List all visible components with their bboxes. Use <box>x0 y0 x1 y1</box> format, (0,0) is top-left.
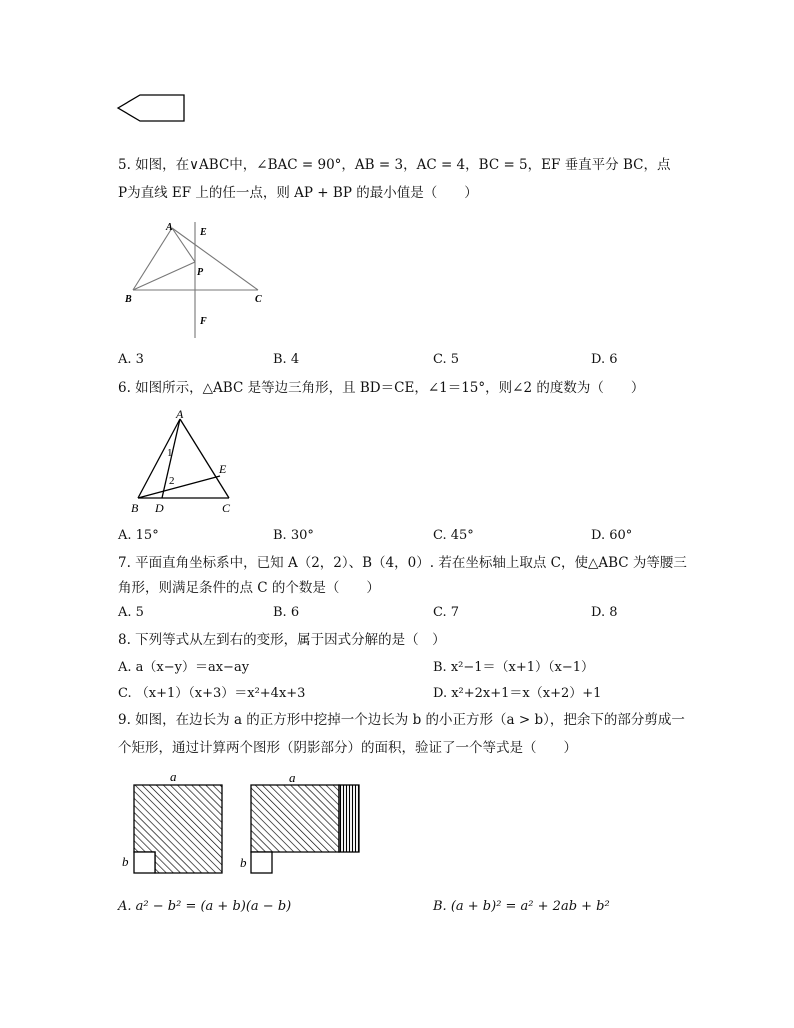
q9-left-label-b: b <box>122 854 129 869</box>
q6-angle2-label: 2 <box>169 475 175 487</box>
q5-option-b[interactable]: B. 4 <box>273 352 300 367</box>
q5-option-d[interactable]: D. 6 <box>591 352 618 367</box>
q9-left-label-a: a <box>170 769 177 784</box>
q9-line1: 9. 如图，在边长为 a 的正方形中挖掉一个边长为 b 的小正方形（a > b），把余下的部分剪成一 <box>118 712 685 728</box>
q7-option-c[interactable]: C. 7 <box>433 605 460 620</box>
q5-line2: P为直线 EF 上的任一点，则 AP + BP 的最小值是（ ） <box>118 185 478 201</box>
q6-option-b[interactable]: B. 30° <box>273 528 314 543</box>
q5-option-a[interactable]: A. 3 <box>118 352 144 367</box>
q5-label-c: C <box>255 294 262 305</box>
q7-option-d[interactable]: D. 8 <box>591 605 618 620</box>
q5-label-f: F <box>200 316 207 327</box>
q9-option-a[interactable]: A. a² − b² = (a + b)(a − b) <box>118 899 292 914</box>
q6-angle1-label: 1 <box>167 447 173 459</box>
q6-label-e: E <box>219 462 227 476</box>
q9-right-label-b: b <box>240 855 247 870</box>
q6-line1: 6. 如图所示，△ABC 是等边三角形，且 BD＝CE，∠1＝15°，则∠2 的度数为（ ） <box>118 380 645 396</box>
q7-line1: 7. 平面直角坐标系中，已知 A（2，2）、B（4，0）. 若在坐标轴上取点 C，使△ABC 为等腰三 <box>118 555 687 571</box>
q8-option-b[interactable]: B. x²−1＝（x+1）（x−1） <box>433 660 595 675</box>
q6-option-c[interactable]: C. 45° <box>433 528 474 543</box>
q5-line1: 5. 如图，在∨ABC中，∠BAC = 90°，AB = 3，AC = 4，BC = 5，EF 垂直平分 BC，点 <box>118 157 671 173</box>
q7-option-b[interactable]: B. 6 <box>273 605 300 620</box>
q5-label-b: B <box>125 294 132 305</box>
q8-option-c[interactable]: C. （x+1）（x+3）＝x²+4x+3 <box>118 686 306 701</box>
q8-option-d[interactable]: D. x²+2x+1＝x（x+2）+1 <box>433 686 602 701</box>
q7-option-a[interactable]: A. 5 <box>118 605 144 620</box>
q6-label-d: D <box>155 501 164 515</box>
q9-line2: 个矩形，通过计算两个图形（阴影部分）的面积，验证了一个等式是（ ） <box>118 740 577 756</box>
q9-right-label-a: a <box>289 770 296 785</box>
q7-line2: 角形，则满足条件的点 C 的个数是（ ） <box>118 580 380 596</box>
q5-label-p: P <box>197 267 204 278</box>
q5-label-a: A <box>166 222 173 233</box>
q9-option-b[interactable]: B. (a + b)² = a² + 2ab + b² <box>433 899 610 914</box>
q5-label-e: E <box>200 227 207 238</box>
q6-label-b: B <box>131 501 139 515</box>
q6-label-a: A <box>176 407 184 421</box>
q6-option-d[interactable]: D. 60° <box>591 528 633 543</box>
q8-option-a[interactable]: A. a（x−y）＝ax−ay <box>118 660 250 675</box>
q8-line1: 8. 下列等式从左到右的变形，属于因式分解的是（ ） <box>118 632 446 648</box>
q6-option-a[interactable]: A. 15° <box>118 528 159 543</box>
q5-option-c[interactable]: C. 5 <box>433 352 460 367</box>
q6-label-c: C <box>222 501 231 515</box>
